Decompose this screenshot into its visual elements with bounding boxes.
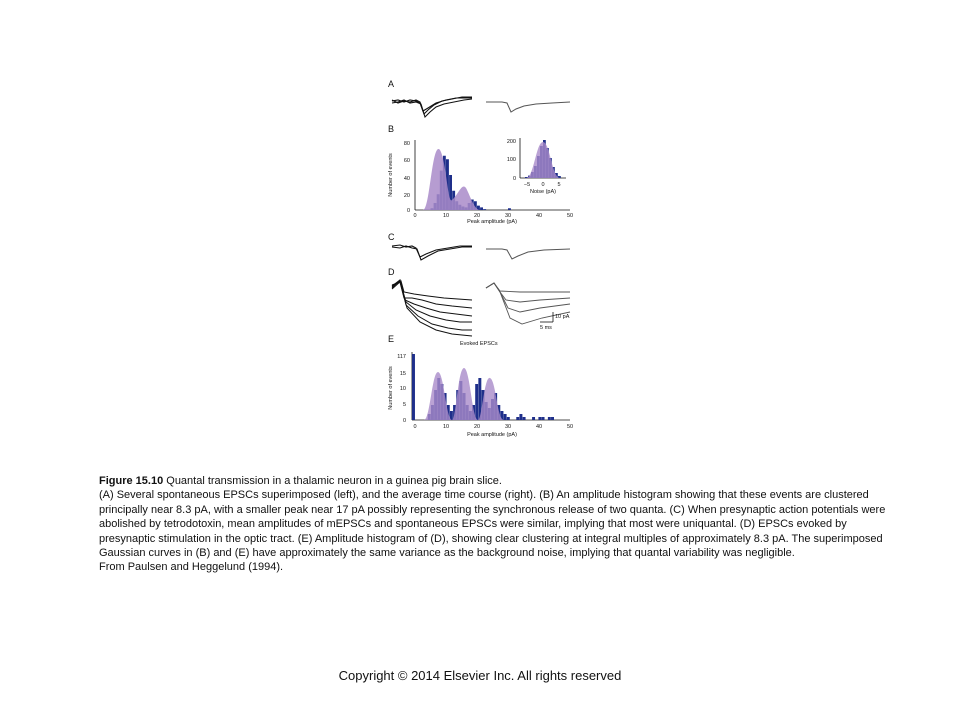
panel-e-xtick: 50: [566, 424, 574, 430]
trace-c-2: [392, 246, 472, 260]
panel-b-xlabel: Peak amplitude (pA): [467, 219, 517, 225]
panel-e-ytick: 10: [399, 386, 406, 392]
panel-e-xtick: 0: [413, 424, 417, 430]
panel-c-traces: [392, 245, 570, 260]
inset-ytick: 100: [506, 157, 516, 163]
panel-d-scale-y: 10 pA: [555, 314, 570, 320]
panel-label-b: B: [388, 124, 395, 134]
panel-label-e: E: [388, 334, 395, 344]
panel-e-xtick: 20: [473, 424, 481, 430]
panel-e-xtick: 40: [535, 424, 543, 430]
panel-e-ytick: 5: [402, 402, 406, 408]
panel-b-ytick: 0: [406, 208, 410, 214]
trace-a-avg: [486, 102, 570, 112]
panel-b-xtick: 50: [566, 213, 574, 219]
panel-e-ylabel: Number of events: [388, 366, 394, 410]
inset-ytick: 0: [512, 176, 516, 182]
panel-b-xtick: 10: [442, 213, 450, 219]
histogram-bar: [504, 414, 507, 420]
panel-label-a: A: [388, 79, 395, 89]
histogram-bar: [548, 417, 551, 420]
histogram-bar: [542, 417, 545, 420]
panel-e-ytick: 117: [397, 354, 406, 360]
histogram-bar: [507, 417, 510, 420]
histogram-bar: [519, 414, 522, 420]
histogram-bar: [508, 208, 511, 210]
figure-caption: [99, 474, 889, 575]
panel-e-xlabel: Peak amplitude (pA): [467, 432, 517, 438]
panel-label-d: D: [388, 267, 395, 277]
panel-b-xtick: 20: [473, 213, 481, 219]
inset-xtick: −5: [523, 182, 531, 188]
inset-xtick: 0: [541, 182, 545, 188]
histogram-bar: [532, 417, 535, 420]
histogram-bar: [538, 417, 541, 420]
copyright-notice: Copyright © 2014 Elsevier Inc. All rights reserved: [338, 668, 622, 683]
histogram-bar: [516, 417, 519, 420]
histogram-bar: [412, 354, 415, 420]
panel-b-xtick: 0: [413, 213, 417, 219]
histogram-bar: [523, 417, 526, 420]
panel-b-ytick: 20: [403, 193, 410, 199]
trace-c-avg: [486, 249, 570, 259]
panel-e-xtick: 10: [442, 424, 450, 430]
panel-b-ytick: 60: [403, 158, 410, 164]
panel-d-scale-x: 5 ms: [540, 325, 552, 331]
panel-e-xtick: 30: [504, 424, 512, 430]
panel-e-ytick: 0: [402, 418, 406, 424]
panel-label-c: C: [388, 232, 395, 242]
panel-b-ylabel: Number of events: [388, 153, 394, 197]
inset-xtick: 5: [557, 182, 561, 188]
inset-xlabel: Noise (pA): [530, 189, 556, 195]
panel-b-xtick: 30: [504, 213, 512, 219]
caption-body: (A) Several spontaneous EPSCs superimposed (left), and the average time course (right). (B) An amplitude histogram showing that these events are clustered principally near 8.3 pA, with a smaller peak near 17 pA possibly representing the synchronous release of two quanta. (C) When presynaptic action potentials were abolished by tetrodotoxin, mean amplitudes of mEPSCs and spontaneous EPSCs were similar, implying that most were uniquantal. (D) EPSCs evoked by presynaptic stimulation in the optic tract. (E) Amplitude histogram of (D), showing clear clustering at integral multiples of approximately 8.3 pA. The superimposed Gaussian curves in (B) and (E) have approximately the same variance as the background noise, implying that quantal variability was negligible.: [99, 489, 886, 560]
panel-e-gaussians: [424, 368, 504, 420]
caption-figure-label: Figure 15.10: [99, 475, 164, 487]
caption-heading: [99, 474, 889, 488]
panel-b-ytick: 80: [403, 141, 410, 147]
histogram-bar: [483, 209, 486, 210]
histogram-bar: [450, 411, 453, 420]
panel-a-traces: [392, 97, 570, 117]
panel-e-title: Evoked EPSCs: [460, 341, 498, 347]
histogram-bar: [480, 207, 483, 210]
panel-e-ytick: 15: [399, 371, 406, 377]
caption-title: Quantal transmission in a thalamic neuron in a guinea pig brain slice.: [163, 475, 502, 487]
panel-b-ytick: 40: [403, 176, 410, 182]
inset-gaussian: [526, 142, 560, 178]
histogram-bar: [551, 417, 554, 420]
histogram-bar: [475, 384, 478, 420]
caption-source: From Paulsen and Heggelund (1994).: [99, 561, 284, 574]
inset-ytick: 200: [506, 139, 516, 145]
panel-b-xtick: 40: [535, 213, 543, 219]
